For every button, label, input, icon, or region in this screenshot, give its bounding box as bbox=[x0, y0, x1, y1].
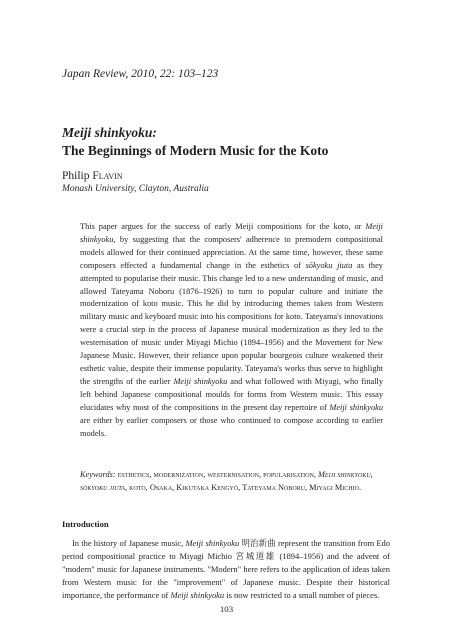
abstract bbox=[80, 221, 383, 440]
section-heading: Introduction bbox=[62, 519, 109, 529]
abstract-term: Meiji shinkyoku bbox=[329, 402, 383, 412]
article-title-line2: The Beginnings of Modern Music for the Koto bbox=[62, 143, 329, 158]
abstract-term: Meiji shinkyoku bbox=[80, 222, 383, 244]
keywords bbox=[80, 469, 383, 495]
article-title-line1: Meiji shinkyoku: bbox=[62, 125, 157, 140]
body-text: In the history of Japanese music, bbox=[72, 538, 186, 548]
keywords-terms-italic: Meiji shinkyoku, sōkyoku jiuta bbox=[80, 470, 373, 492]
introduction-paragraph bbox=[62, 537, 390, 602]
abstract-text: This paper argues for the success of early Meiji compositions for the koto, or bbox=[80, 222, 366, 231]
author-first-name: Philip bbox=[62, 170, 90, 182]
abstract-term: sōkyoku jiuta bbox=[305, 260, 353, 270]
author-affiliation: Monash University, Clayton, Australia bbox=[62, 184, 209, 194]
page-number: 103 bbox=[219, 604, 234, 614]
body-text: is now restricted to a small number of pieces. bbox=[224, 590, 380, 600]
abstract-text: , by suggesting that the composers' adherence to premodern compositional models allowed for their continued appreciation. At the same time, however, these same composers effected a fundamental change in the esthetics of bbox=[80, 234, 383, 270]
author-last-name: Flavin bbox=[92, 170, 123, 182]
abstract-text: are either by earlier composers or those who continued to compose according to earlier models. bbox=[80, 415, 383, 438]
body-text: 明治新曲 represent the transition from Edo period compositional practice to Miyagi Michio 宮城道雄 (1894–1956) and the advent of "modern" music for Japanese instruments. "Modern" here refers to the application of ideas taken from Western music for the "improvement" of Japanese music. Despite their historical importance, the performance of bbox=[62, 538, 390, 600]
author-name bbox=[62, 170, 123, 182]
body-term: Meiji shinkyoku bbox=[185, 538, 240, 548]
keywords-terms: esthetics, modernization, westernisation, popularisation, bbox=[115, 470, 318, 479]
body-term: Meiji shinkyoku bbox=[170, 590, 225, 600]
abstract-term: Meiji shinkyoku bbox=[173, 376, 228, 386]
abstract-text: and what followed with Miyagi, who finally left behind Japanese compositional moulds for forms from Western music. This essay elucidates why most of the compositions in the present day repertoire of bbox=[80, 376, 383, 412]
abstract-text: as they attempted to popularise their music. This change led to a new understanding of music, and allowed Tateyama Noboru (1876–1926) to turn to popular culture and initiate the modernization of koto music. This he did by introducing themes taken from Western military music and keyboard music into his compositions for koto. Tateyama's innovations were a crucial step in the process of Japanese musical modernization as they led to the westernisation of music under Miyagi Michio (1894–1956) and the Movement for New Japanese Music. However, their reliance upon popular bourgeois culture weakened their esthetic value, despite their immense popularity. Tateyama's works thus serve to highlight the strengths of the earlier bbox=[80, 260, 383, 386]
keywords-terms: , koto, Osaka, Kikutaka Kengyō, Tateyama Noboru, Miyagi Michio. bbox=[124, 482, 362, 492]
journal-citation: Japan Review, 2010, 22: 103–123 bbox=[62, 68, 219, 80]
keywords-label: Keywords: bbox=[80, 470, 116, 479]
